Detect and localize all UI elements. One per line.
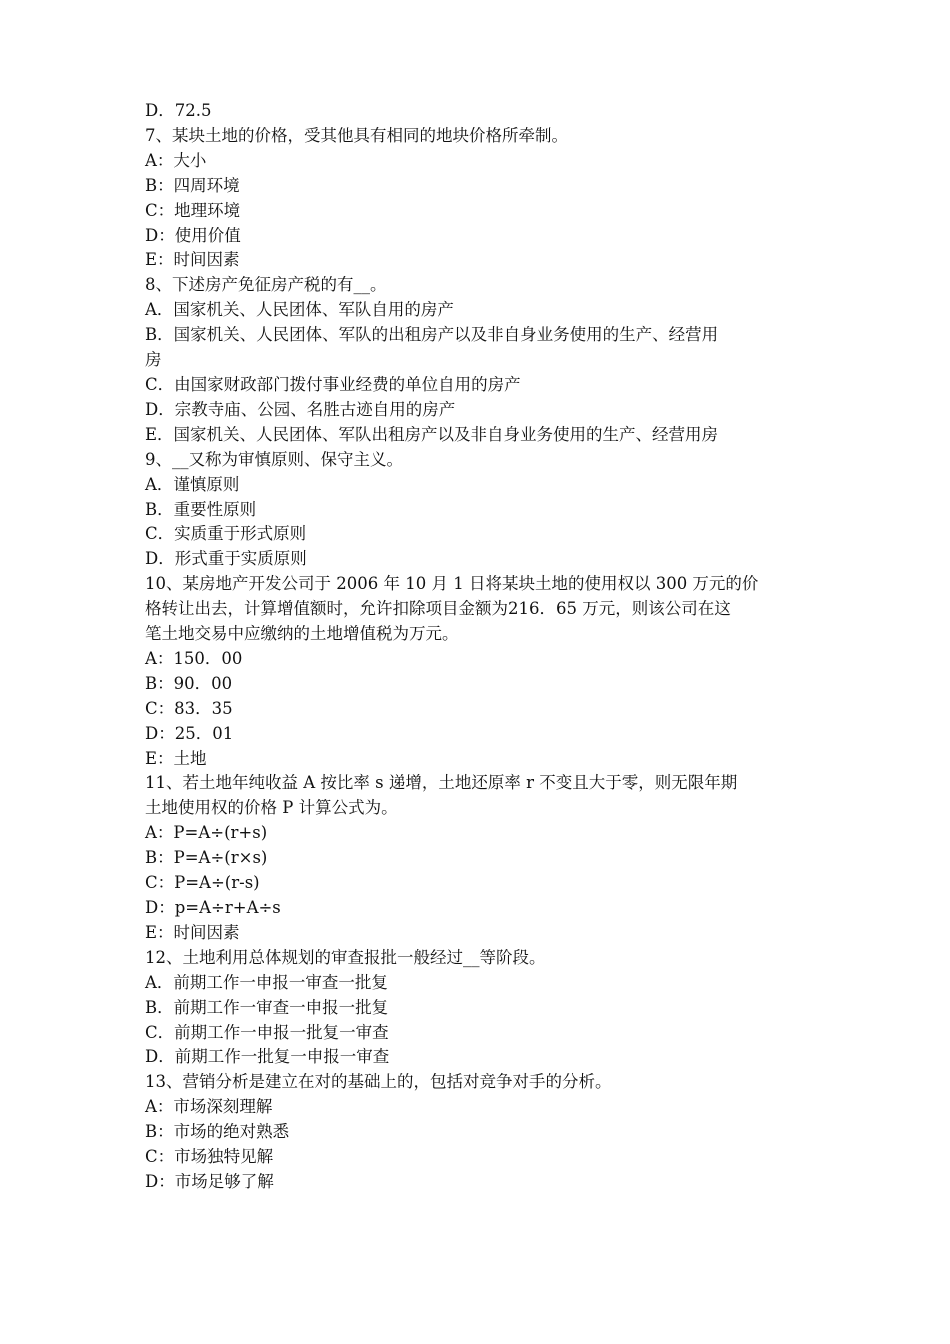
option-line: D．形式重于实质原则: [145, 549, 307, 569]
option-line: 房: [145, 350, 162, 370]
option-line: C：地理环境: [145, 200, 241, 220]
option-line: B：市场的绝对熟悉: [145, 1122, 290, 1142]
option-line: D：p=A÷r+A÷s: [145, 898, 281, 917]
text-line: D．72.5: [145, 101, 212, 120]
option-line: D：市场足够了解: [145, 1171, 274, 1191]
option-line: B：四周环境: [145, 175, 240, 195]
option-line: E：时间因素: [145, 250, 240, 270]
option-line: A．谨慎原则: [145, 474, 240, 494]
question-13: 13、营销分析是建立在对的基础上的，包括对竞争对手的分析。: [145, 1072, 612, 1092]
question-11: 11、若土地年纯收益 A 按比率 s 递增，土地还原率 r 不变且大于零，则无限年期: [145, 773, 738, 793]
option-line: D．宗教寺庙、公园、名胜古迹自用的房产: [145, 399, 456, 419]
option-line: E．国家机关、人民团体、军队出租房产以及非自身业务使用的生产、经营用房: [145, 424, 719, 444]
question-10: 10、某房地产开发公司于 2006 年 10 月 1 日将某块土地的使用权以 300 万元的价: [145, 574, 759, 594]
question-10-cont: 格转让出去，计算增值额时，允许扣除项目金额为216．65 万元，则该公司在这: [145, 599, 731, 619]
option-line: B．前期工作一审查一申报一批复: [145, 997, 389, 1017]
option-line: C．实质重于形式原则: [145, 524, 307, 544]
option-line: E：时间因素: [145, 922, 240, 942]
option-line: A：市场深刻理解: [145, 1097, 273, 1117]
question-12: 12、土地利用总体规划的审查报批一般经过__等阶段。: [145, 947, 546, 967]
document-page: [145, 99, 810, 1195]
option-line: C．由国家财政部门拨付事业经费的单位自用的房产: [145, 374, 521, 394]
option-line: A．国家机关、人民团体、军队自用的房产: [145, 300, 454, 320]
option-line: C：P=A÷(r-s): [145, 873, 260, 893]
question-10-cont: 笔土地交易中应缴纳的土地增值税为万元。: [145, 624, 459, 644]
option-line: C：83．35: [145, 698, 233, 718]
question-11-cont: 土地使用权的价格 P 计算公式为。: [145, 798, 398, 818]
option-line: D：使用价值: [145, 225, 241, 245]
option-line: A：大小: [145, 150, 207, 170]
option-line: A：P=A÷(r+s): [145, 823, 268, 843]
option-line: A：150．00: [145, 648, 243, 668]
option-line: E：土地: [145, 748, 207, 768]
option-line: A．前期工作一申报一审查一批复: [145, 972, 388, 992]
question-8: 8、下述房产免征房产税的有__。: [145, 275, 387, 295]
option-line: C．前期工作一申报一批复一审查: [145, 1022, 389, 1042]
option-line: C：市场独特见解: [145, 1147, 274, 1167]
question-7: 7、某块土地的价格，受其他具有相同的地块价格所牵制。: [145, 125, 568, 145]
option-line: B．国家机关、人民团体、军队的出租房产以及非自身业务使用的生产、经营用: [145, 325, 719, 345]
option-line: B：90．00: [145, 673, 233, 693]
option-line: B：P=A÷(r×s): [145, 848, 268, 868]
option-line: D．前期工作一批复一申报一审查: [145, 1047, 390, 1067]
question-9: 9、__又称为审慎原则、保守主义。: [145, 449, 403, 469]
option-line: D：25．01: [145, 723, 234, 743]
option-line: B．重要性原则: [145, 499, 257, 519]
